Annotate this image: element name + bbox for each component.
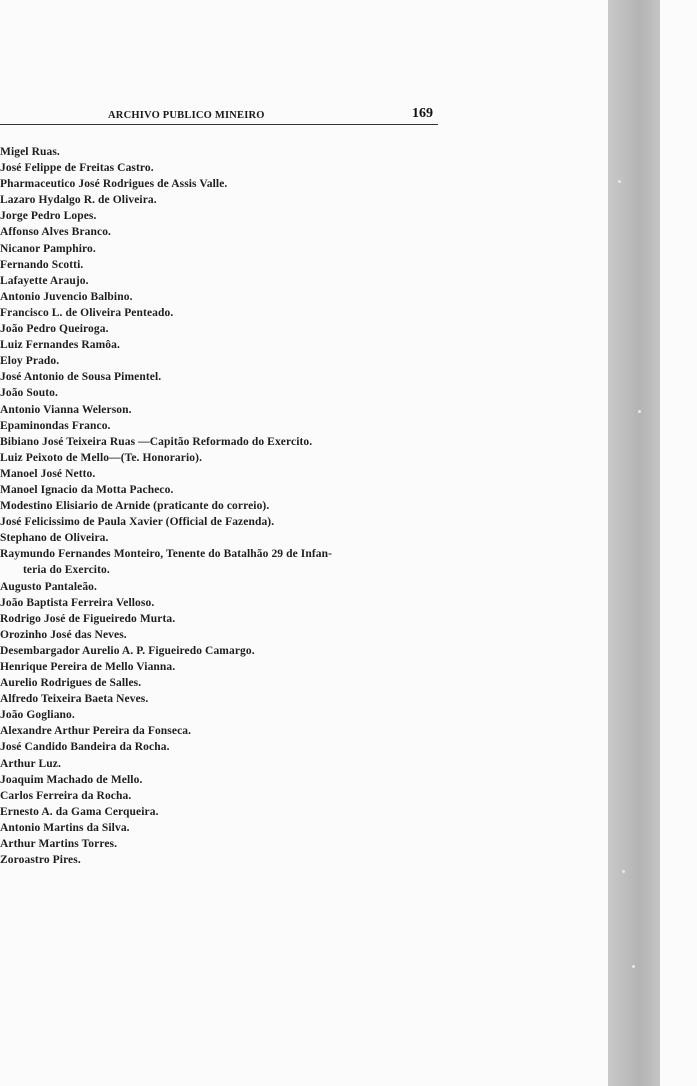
list-item: Luiz Fernandes Ramôa. xyxy=(0,339,120,352)
list-item: Ernesto A. da Gama Cerqueira. xyxy=(0,805,159,818)
list-item: Antonio Vianna Welerson. xyxy=(0,403,132,416)
list-item: João Pedro Queiroga. xyxy=(0,323,109,336)
list-item: Augusto Pantaleão. xyxy=(0,580,98,593)
list-item: José Antonio de Sousa Pimentel. xyxy=(0,371,162,384)
page-gutter-shadow xyxy=(608,0,660,1086)
list-item: Bibiano José Teixeira Ruas —Capitão Reformado do Exercito. xyxy=(0,435,313,448)
scan-speck xyxy=(638,410,641,413)
scan-speck xyxy=(618,180,621,183)
scan-speck xyxy=(622,870,625,873)
list-item: Joaquim Machado de Mello. xyxy=(0,773,143,786)
list-item: Antonio Juvencio Balbino. xyxy=(0,290,133,303)
list-item: João Souto. xyxy=(0,387,58,400)
header-rule xyxy=(0,124,438,125)
list-item-continuation: teria do Exercito. xyxy=(23,564,110,577)
list-item: Arthur Martins Torres. xyxy=(0,838,118,851)
list-item: Lazaro Hydalgo R. de Oliveira. xyxy=(0,194,157,207)
list-item: José Felippe de Freitas Castro. xyxy=(0,162,154,175)
list-item: José Felicissimo de Paula Xavier (Official de Fazenda). xyxy=(0,516,275,529)
list-item: Nicanor Pamphiro. xyxy=(0,242,96,255)
list-item: Alexandre Arthur Pereira da Fonseca. xyxy=(0,725,192,738)
list-item: Raymundo Fernandes Monteiro, Tenente do Batalhão 29 de Infan- xyxy=(0,548,333,561)
list-item: Eloy Prado. xyxy=(0,355,60,368)
list-item: Carlos Ferreira da Rocha. xyxy=(0,789,132,802)
list-item: Manoel Ignacio da Motta Pacheco. xyxy=(0,483,174,496)
list-item: Modestino Elisiario de Arnide (praticante do correio). xyxy=(0,500,270,513)
list-item: Henrique Pereira de Mello Vianna. xyxy=(0,661,176,673)
list-item: Lafayette Araujo. xyxy=(0,274,89,287)
list-item: Luiz Peixoto de Mello—(Te. Honorario). xyxy=(0,451,203,464)
list-item: Desembargador Aurelio A. P. Figueiredo Camargo. xyxy=(0,644,255,657)
list-item: Jorge Pedro Lopes. xyxy=(0,210,97,223)
list-item: Affonso Alves Branco. xyxy=(0,226,112,239)
list-item: João Baptista Ferreira Velloso. xyxy=(0,596,155,609)
list-item: Antonio Martins da Silva. xyxy=(0,821,130,834)
names-list xyxy=(0,144,460,868)
list-item: Rodrigo José de Figueiredo Murta. xyxy=(0,612,176,625)
list-item: Stephano de Oliveira. xyxy=(0,532,109,545)
list-item: Arthur Luz. xyxy=(0,757,61,770)
list-item: Fernando Scotti. xyxy=(0,258,84,271)
page-number: 169 xyxy=(412,106,433,121)
list-item: Pharmaceutico José Rodrigues de Assis Valle. xyxy=(0,178,228,191)
list-item: Aurelio Rodrigues de Salles. xyxy=(0,677,142,690)
list-item: Francisco L. de Oliveira Penteado. xyxy=(0,306,174,319)
list-item: João Gogliano. xyxy=(0,709,75,722)
running-title: ARCHIVO PUBLICO MINEIRO xyxy=(108,110,265,121)
scan-speck xyxy=(632,965,635,968)
list-item: Epaminondas Franco. xyxy=(0,419,111,432)
list-item: José Candido Bandeira da Rocha. xyxy=(0,741,170,754)
list-item: Orozinho José das Neves. xyxy=(0,628,127,641)
list-item: Alfredo Teixeira Baeta Neves. xyxy=(0,693,149,706)
list-item: Manoel José Netto. xyxy=(0,467,96,480)
list-item: Migel Ruas. xyxy=(0,146,60,158)
list-item: Zoroastro Pires. xyxy=(0,854,81,867)
page-header xyxy=(0,106,440,128)
